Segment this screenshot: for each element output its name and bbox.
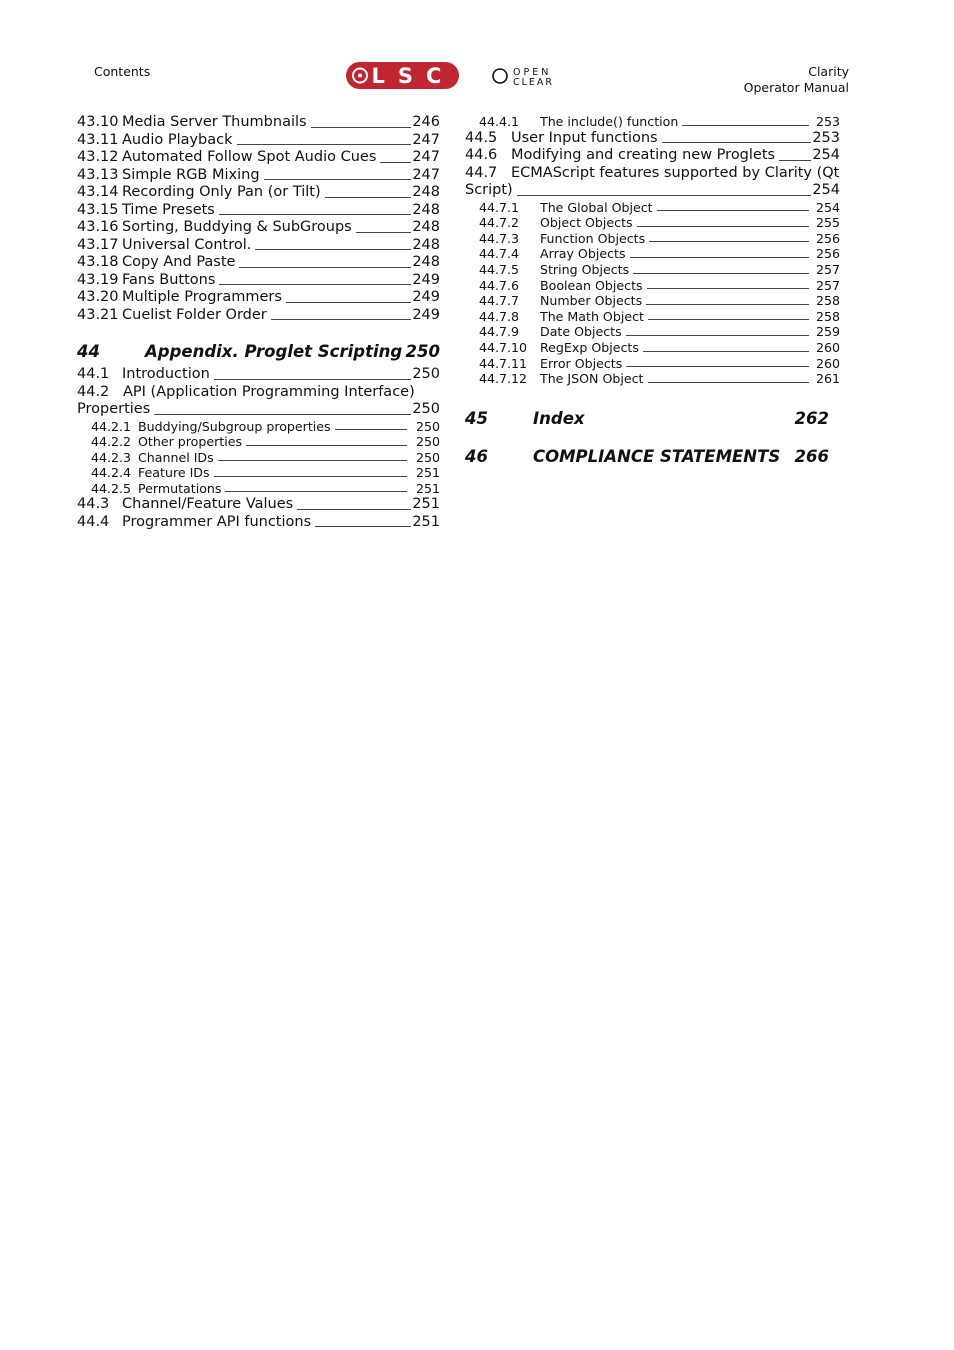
header-document-title [744, 64, 849, 96]
toc-subentry[interactable]: 44.7.7 Number Objects 258 [479, 293, 840, 309]
toc-entry[interactable]: 43.14 Recording Only Pan (or Tilt) 248 [77, 184, 440, 200]
toc-entry[interactable]: 43.18 Copy And Paste 248 [77, 254, 440, 270]
toc-entry[interactable]: 43.16 Sorting, Buddying & SubGroups 248 [77, 219, 440, 235]
toc-subentry[interactable]: 44.7.8 The Math Object 258 [479, 308, 840, 324]
toc-entry-wrapped[interactable]: 44.2 API (Application Programming Interface) Properties 250 [77, 383, 440, 417]
toc-entry[interactable]: 44.1 Introduction 250 [77, 366, 440, 382]
header-product-name: Clarity [808, 64, 849, 79]
toc-entry[interactable]: 43.12 Automated Follow Spot Audio Cues 247 [77, 149, 440, 165]
toc-subentry[interactable]: 44.7.6 Boolean Objects 257 [479, 277, 840, 293]
toc-subentry[interactable]: 44.4.1 The include() function 253 [479, 114, 840, 129]
openclear-logo-line1: OPEN [513, 67, 552, 78]
toc-entry[interactable]: 43.15 Time Presets 248 [77, 201, 440, 218]
toc-entry-wrapped[interactable]: 44.7 ECMAScript features supported by Clarity (Qt Script) 254 [465, 164, 840, 199]
toc-entry[interactable]: 44.4 Programmer API functions 251 [77, 513, 440, 530]
toc-subentry[interactable]: 44.2.4 Feature IDs 251 [91, 465, 440, 481]
toc-chapter-heading[interactable]: 45 Index 262 [465, 408, 829, 428]
lsc-logo-text: LSC [371, 64, 455, 88]
toc-subentry[interactable]: 44.2.5 Permutations 251 [91, 480, 440, 496]
toc-entry[interactable]: 43.20 Multiple Programmers 249 [77, 289, 440, 305]
toc-subentry[interactable]: 44.2.3 Channel IDs 250 [91, 449, 440, 465]
toc-subentry[interactable]: 44.7.3 Function Objects 256 [479, 230, 840, 246]
toc-subentry[interactable]: 44.7.5 String Objects 257 [479, 261, 840, 277]
toc-entry[interactable]: 44.6 Modifying and creating new Proglets 254 [465, 147, 840, 164]
toc-chapter-heading[interactable]: 44 Appendix. Proglet Scripting 250 [77, 342, 440, 361]
toc-entry[interactable]: 43.19 Fans Buttons 249 [77, 271, 440, 288]
toc-entry[interactable]: 43.10 Media Server Thumbnails 246 [77, 114, 440, 130]
toc-entry[interactable]: 43.17 Universal Control. 248 [77, 236, 440, 253]
toc-entry[interactable]: 44.5 User Input functions 253 [465, 129, 840, 146]
toc-subentry[interactable]: 44.7.9 Date Objects 259 [479, 324, 840, 340]
header-manual-name: Operator Manual [743, 80, 849, 95]
toc-subentry[interactable]: 44.7.2 Object Objects 255 [479, 215, 840, 231]
toc-left-column [77, 114, 440, 531]
toc-entry[interactable]: 43.11 Audio Playback 247 [77, 131, 440, 148]
toc-subentry[interactable]: 44.7.12 The JSON Object 261 [479, 371, 840, 387]
toc-subentry[interactable]: 44.7.10 RegExp Objects 260 [479, 339, 840, 355]
toc-right-column [465, 114, 840, 469]
toc-subentry[interactable]: 44.2.1 Buddying/Subgroup properties 250 [91, 418, 440, 434]
toc-entry[interactable]: 44.3 Channel/Feature Values 251 [77, 496, 440, 513]
lsc-logo [346, 62, 459, 89]
openclear-logo-line2: CLEAR [513, 77, 555, 87]
toc-chapter-heading[interactable]: 46 COMPLIANCE STATEMENTS 266 [465, 446, 829, 466]
toc-subentry[interactable]: 44.7.11 Error Objects 260 [479, 355, 840, 371]
toc-subentry[interactable]: 44.7.4 Array Objects 256 [479, 246, 840, 262]
openclear-logo [483, 65, 578, 87]
toc-subentry[interactable]: 44.2.2 Other properties 250 [91, 434, 440, 450]
toc-subentry[interactable]: 44.7.1 The Global Object 254 [479, 199, 840, 215]
toc-entry[interactable]: 43.21 Cuelist Folder Order 249 [77, 306, 440, 323]
header-section-label: Contents [94, 64, 151, 79]
toc-entry[interactable]: 43.13 Simple RGB Mixing 247 [77, 166, 440, 183]
